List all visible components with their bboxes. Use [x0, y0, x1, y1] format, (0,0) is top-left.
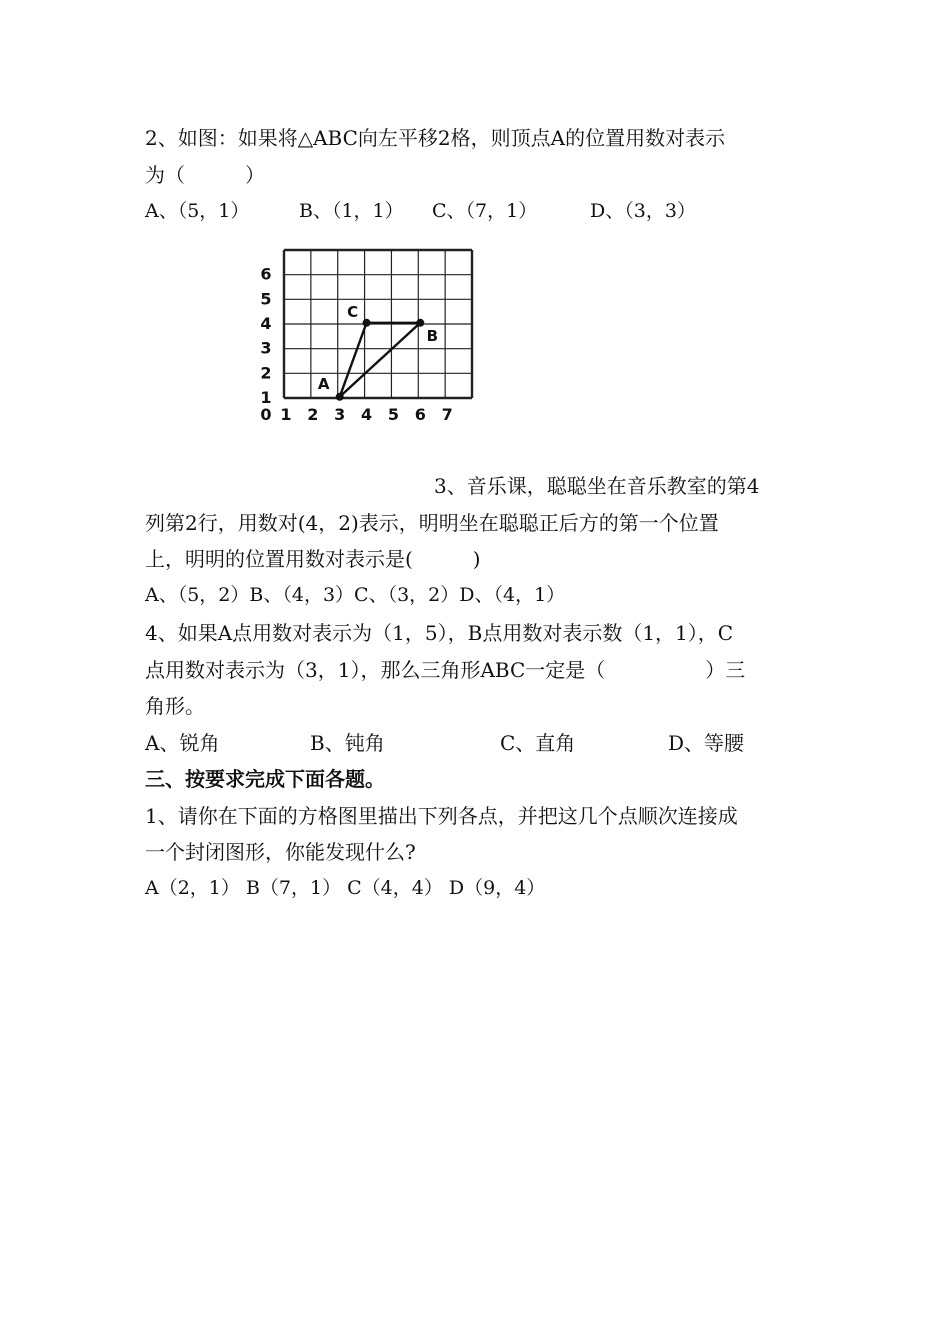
point-a-label: A — [317, 374, 330, 393]
y-tick-label: 3 — [260, 338, 272, 358]
q4-option-b: B、钝角 — [310, 731, 385, 755]
point-b-label: B — [426, 326, 439, 345]
q3-text-line3: 上，明明的位置用数对表示是( ) — [145, 547, 481, 571]
q4-option-a: A、锐角 — [145, 731, 220, 755]
q4-text-line2: 点用数对表示为（3，1），那么三角形ABC一定是（ ）三 — [145, 658, 746, 682]
coordinate-grid-svg — [244, 238, 484, 430]
q4-text-line3: 角形。 — [145, 694, 205, 718]
q4-option-d: D、等腰 — [668, 731, 745, 755]
q3-text-line1: 3、音乐课，聪聪坐在音乐教室的第4 — [434, 474, 760, 498]
x-tick-label: 7 — [441, 405, 453, 424]
q2-option-d: D、（3，3） — [590, 200, 696, 222]
point-a-marker — [336, 393, 344, 401]
x-tick-label: 4 — [361, 405, 373, 424]
x-tick-label: 5 — [387, 405, 399, 424]
y-tick-label: 2 — [260, 363, 272, 383]
q4-text-line1: 4、如果A点用数对表示为（1，5），B点用数对表示数（1，1），C — [145, 621, 734, 645]
x-tick-label: 3 — [334, 405, 346, 424]
q3-text-line2: 列第2行，用数对(4，2)表示，明明坐在聪聪正后方的第一个位置 — [145, 511, 719, 535]
q2-text-line1: 2、如图：如果将△ABC向左平移2格，则顶点A的位置用数对表示 — [145, 126, 726, 150]
section3-heading: 三、按要求完成下面各题。 — [145, 767, 385, 791]
section3-q1-line2: 一个封闭图形，你能发现什么? — [145, 840, 416, 864]
q2-option-a: A、（5，1） — [145, 200, 250, 222]
q4-option-c: C、直角 — [500, 731, 576, 755]
section3-q1-line1: 1、请你在下面的方格图里描出下列各点，并把这几个点顺次连接成 — [145, 804, 738, 828]
q2-text-line2: 为（ ） — [145, 163, 265, 187]
y-tick-label: 6 — [260, 264, 272, 284]
q2-option-b: B、（1，1） — [299, 200, 404, 222]
x-tick-label: 1 — [280, 405, 292, 424]
x-tick-label: 6 — [414, 405, 426, 424]
q2-option-c: C、（7，1） — [432, 200, 538, 222]
point-b-marker — [416, 319, 424, 327]
coordinate-grid-figure — [244, 238, 484, 430]
q3-option-row: A、（5，2）B、（4，3）C、（3，2）D、（4，1） — [145, 584, 566, 606]
y-tick-label: 4 — [260, 314, 272, 333]
section3-points-line: A（2，1） B（7，1） C（4，4） D（9，4） — [145, 877, 546, 899]
y-tick-label: 1 — [260, 388, 272, 407]
x-tick-label: 2 — [307, 405, 319, 424]
point-c-marker — [363, 319, 371, 327]
x-tick-label: 0 — [260, 405, 272, 424]
point-c-label: C — [347, 302, 359, 321]
y-tick-label: 5 — [260, 289, 272, 309]
